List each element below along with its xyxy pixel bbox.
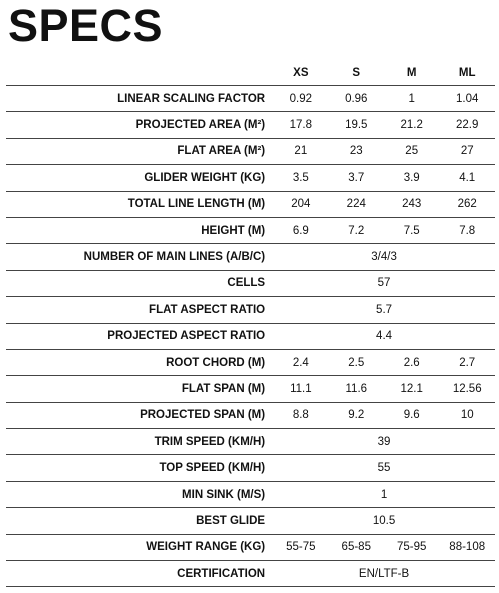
table-row xyxy=(6,191,495,217)
table-row xyxy=(6,112,495,138)
table-row xyxy=(6,402,495,428)
row-value-all-sizes: 57 xyxy=(273,270,495,296)
row-value: 3.5 xyxy=(273,165,328,191)
header-size-s: S xyxy=(329,61,384,86)
row-label: TRIM SPEED (KM/H) xyxy=(6,429,273,455)
row-value: 2.4 xyxy=(273,349,328,375)
table-row xyxy=(6,481,495,507)
row-label: FLAT SPAN (M) xyxy=(6,376,273,402)
row-value: 12.1 xyxy=(384,376,439,402)
row-value: 88-108 xyxy=(439,534,495,560)
row-label: FLAT ASPECT RATIO xyxy=(6,297,273,323)
table-row xyxy=(6,561,495,587)
header-size-m: M xyxy=(384,61,439,86)
table-row xyxy=(6,86,495,112)
header-blank xyxy=(6,61,273,86)
table-row xyxy=(6,297,495,323)
row-value-all-sizes: 55 xyxy=(273,455,495,481)
row-value: 4.1 xyxy=(439,165,495,191)
table-row xyxy=(6,165,495,191)
row-label: WEIGHT RANGE (KG) xyxy=(6,534,273,560)
row-value: 224 xyxy=(329,191,384,217)
row-label: ROOT CHORD (M) xyxy=(6,349,273,375)
table-row xyxy=(6,455,495,481)
table-row xyxy=(6,429,495,455)
table-row xyxy=(6,217,495,243)
row-label: BEST GLIDE xyxy=(6,508,273,534)
row-value: 25 xyxy=(384,138,439,164)
row-value-all-sizes: 1 xyxy=(273,481,495,507)
row-label: CELLS xyxy=(6,270,273,296)
row-value: 3.7 xyxy=(329,165,384,191)
row-value-all-sizes: EN/LTF-B xyxy=(273,561,495,587)
row-value-all-sizes: 10.5 xyxy=(273,508,495,534)
row-label: GLIDER WEIGHT (KG) xyxy=(6,165,273,191)
row-label: TOP SPEED (KM/H) xyxy=(6,455,273,481)
row-label: FLAT AREA (M²) xyxy=(6,138,273,164)
row-value: 1.04 xyxy=(439,86,495,112)
row-value: 12.56 xyxy=(439,376,495,402)
page-title: SPECS xyxy=(8,0,164,51)
row-value: 0.96 xyxy=(329,86,384,112)
row-value: 21 xyxy=(273,138,328,164)
row-value: 23 xyxy=(329,138,384,164)
row-value: 11.1 xyxy=(273,376,328,402)
row-value: 27 xyxy=(439,138,495,164)
row-value: 9.2 xyxy=(329,402,384,428)
header-size-ml: ML xyxy=(439,61,495,86)
row-label: MIN SINK (M/S) xyxy=(6,481,273,507)
row-value: 7.2 xyxy=(329,217,384,243)
row-value: 17.8 xyxy=(273,112,328,138)
specs-table xyxy=(6,61,495,587)
table-row xyxy=(6,138,495,164)
table-row xyxy=(6,534,495,560)
row-value: 243 xyxy=(384,191,439,217)
row-value: 2.5 xyxy=(329,349,384,375)
specs-table-body xyxy=(6,86,495,587)
row-label: TOTAL LINE LENGTH (M) xyxy=(6,191,273,217)
row-label: CERTIFICATION xyxy=(6,561,273,587)
table-row xyxy=(6,244,495,270)
row-value: 262 xyxy=(439,191,495,217)
table-row xyxy=(6,508,495,534)
table-row xyxy=(6,270,495,296)
header-size-xs: XS xyxy=(273,61,328,86)
row-value: 7.5 xyxy=(384,217,439,243)
row-value: 22.9 xyxy=(439,112,495,138)
row-value: 9.6 xyxy=(384,402,439,428)
row-label: HEIGHT (M) xyxy=(6,217,273,243)
table-row xyxy=(6,323,495,349)
row-label: LINEAR SCALING FACTOR xyxy=(6,86,273,112)
row-value-all-sizes: 39 xyxy=(273,429,495,455)
row-value: 204 xyxy=(273,191,328,217)
row-value: 0.92 xyxy=(273,86,328,112)
row-label: PROJECTED AREA (M²) xyxy=(6,112,273,138)
row-value: 7.8 xyxy=(439,217,495,243)
row-value: 2.7 xyxy=(439,349,495,375)
row-value: 1 xyxy=(384,86,439,112)
table-row xyxy=(6,349,495,375)
row-value-all-sizes: 4.4 xyxy=(273,323,495,349)
row-value-all-sizes: 5.7 xyxy=(273,297,495,323)
row-value: 19.5 xyxy=(329,112,384,138)
row-label: PROJECTED ASPECT RATIO xyxy=(6,323,273,349)
row-value-all-sizes: 3/4/3 xyxy=(273,244,495,270)
row-value: 2.6 xyxy=(384,349,439,375)
table-row xyxy=(6,376,495,402)
row-label: PROJECTED SPAN (M) xyxy=(6,402,273,428)
row-value: 11.6 xyxy=(329,376,384,402)
header-row xyxy=(6,61,495,86)
row-value: 3.9 xyxy=(384,165,439,191)
row-value: 75-95 xyxy=(384,534,439,560)
row-value: 10 xyxy=(439,402,495,428)
row-label: NUMBER OF MAIN LINES (A/B/C) xyxy=(6,244,273,270)
row-value: 6.9 xyxy=(273,217,328,243)
row-value: 21.2 xyxy=(384,112,439,138)
row-value: 55-75 xyxy=(273,534,328,560)
row-value: 65-85 xyxy=(329,534,384,560)
row-value: 8.8 xyxy=(273,402,328,428)
